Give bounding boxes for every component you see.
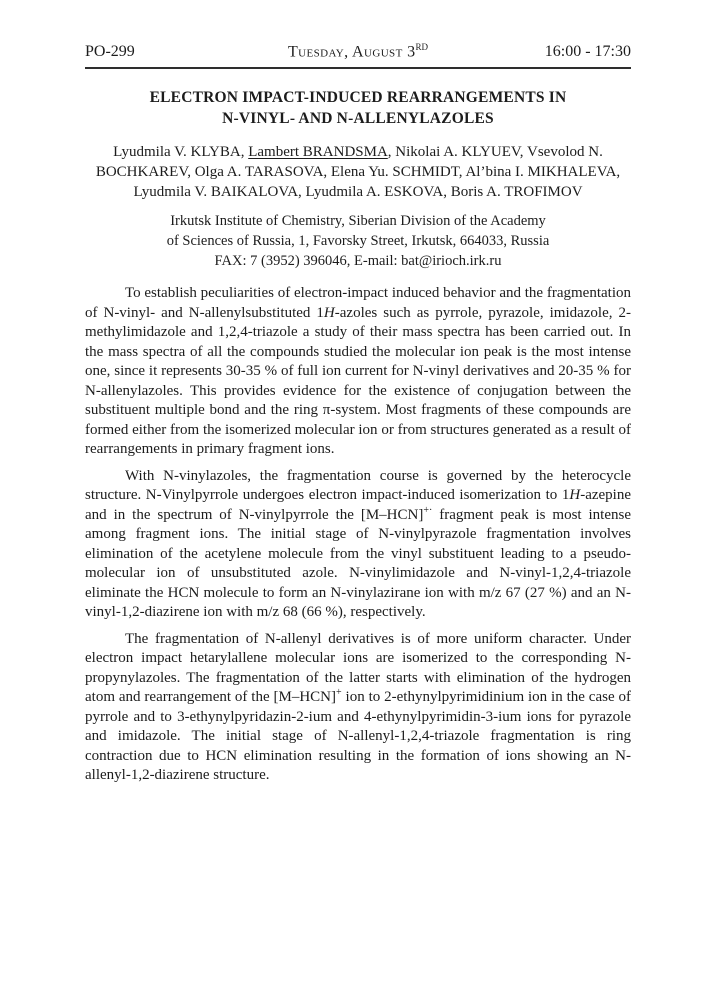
author-list: Lyudmila V. KLYBA, Lambert BRANDSMA, Nikolai A. KLYUEV, Vsevolod N. BOCHKAREV, Olga A. TARASOVA, Elena Yu. SCHMIDT, Al’bina I. MIKHALEVA, Lyudmila V. BAIKALOVA, Lyudmila A. ESKOVA, Boris A. TROFIMOV (95, 144, 621, 201)
session-day (288, 42, 428, 61)
session-time: 16:00 - 17:30 (544, 43, 631, 61)
abstract-body (85, 284, 631, 786)
paper-title: ELECTRON IMPACT-INDUCED REARRANGEMENTS IN N-VINYL- AND N-ALLENYLAZOLES (149, 89, 567, 128)
abstract-paragraph-3: The fragmentation of N-allenyl derivatives is of more uniform character. Under electron impact hetarylallene molecular ions are isomerized to the corresponding N-propynylazoles. The fragmentation of the latter starts with elimination of the hydrogen atom and rearrangement of the [M–HCN]+ ion to 2-ethynylpyrimidinium ion in the case of pyrrole and to 3-ethynylpyridazin-2-ium and 4-ethynylpyrimidin-3-ium ions for pyrazole and imidazole. The initial stage of N-allenyl-1,2,4-triazole fragmentation is ring contraction due to HCN elimination resulting in the formation of ions showing an N-allenyl-1,2-diazirene structure. (85, 630, 631, 784)
affiliation: Irkutsk Institute of Chemistry, Siberian Division of the Academy of Sciences of Russia, 1, Favorsky Street, Irkutsk, 664033, Russia FAX: 7 (3952) 396046, E-mail: bat@irioch.irk.ru (166, 213, 550, 270)
page-header (85, 42, 631, 69)
abstract-paragraph-2: With N-vinylazoles, the fragmentation course is governed by the heterocycle structure. N-Vinylpyrrole undergoes electron impact-induced isomerization to 1H-azepine and in the spectrum of N-vinylpyrrole the [M–HCN]+· fragment peak is most intense among fragment ions. The initial stage of N-vinylpyrazole fragmentation involves elimination of the acetylene molecule from the vinyl substituent leading to a pseudo-molecular ion of unsubstituted azole. N-vinylimidazole and N-vinyl-1,2,4-triazole eliminate the HCN molecule to form an N-vinylazirane ion with m/z 67 (27 %) and an N-vinyl-1,2-diazirene ion with m/z 68 (66 %), respectively. (85, 467, 631, 621)
session-day-text: Tuesday, August 3 (287, 43, 416, 61)
abstract-paragraph-1: To establish peculiarities of electron-impact induced behavior and the fragmentation of N-vinyl- and N-allenylsubstituted 1H-azoles such as pyrrole, pyrazole, imidazole, 2-methylimidazole and 1,2,4-triazole a study of their mass spectra has been carried out. In the mass spectra of all the compounds studied the molecular ion peak is the most intense one, since it represents 30-35 % of full ion current for N-vinyl derivatives and 20-35 % for N-allenylazoles. This provides evidence for the existence of conjugation between the substituent multiple bond and the ring π-system. Most fragments of these compounds are formed either from the isomerized molecular ion or from structures generated as a result of rearrangements in primary fragment ions. (85, 285, 631, 458)
paper-id: PO-299 (85, 43, 135, 61)
session-day-ordinal: RD (415, 42, 429, 52)
